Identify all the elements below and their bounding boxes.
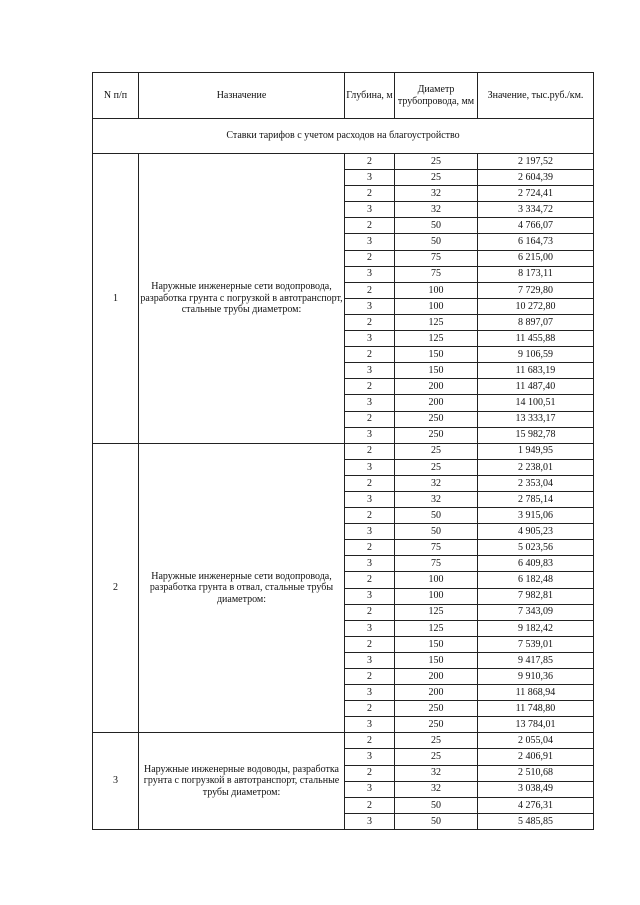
diameter-cell: 50 — [395, 508, 478, 524]
depth-cell: 3 — [345, 749, 395, 765]
value-cell: 3 334,72 — [478, 202, 594, 218]
depth-cell: 3 — [345, 170, 395, 186]
value-cell: 9 182,42 — [478, 620, 594, 636]
depth-cell: 3 — [345, 652, 395, 668]
depth-cell: 3 — [345, 556, 395, 572]
diameter-cell: 100 — [395, 298, 478, 314]
diameter-cell: 25 — [395, 459, 478, 475]
diameter-cell: 25 — [395, 443, 478, 459]
tariff-table — [92, 72, 594, 830]
diameter-cell: 32 — [395, 781, 478, 797]
diameter-cell: 100 — [395, 572, 478, 588]
diameter-cell: 250 — [395, 411, 478, 427]
value-cell: 1 949,95 — [478, 443, 594, 459]
value-cell: 3 038,49 — [478, 781, 594, 797]
diameter-cell: 125 — [395, 604, 478, 620]
depth-cell: 2 — [345, 797, 395, 813]
depth-cell: 2 — [345, 540, 395, 556]
value-cell: 11 487,40 — [478, 379, 594, 395]
value-cell: 2 724,41 — [478, 186, 594, 202]
depth-cell: 3 — [345, 620, 395, 636]
value-cell: 11 455,88 — [478, 331, 594, 347]
section-title: Ставки тарифов с учетом расходов на благоустройство — [93, 119, 594, 154]
value-cell: 9 910,36 — [478, 669, 594, 685]
depth-cell: 3 — [345, 491, 395, 507]
diameter-cell: 50 — [395, 218, 478, 234]
value-cell: 2 055,04 — [478, 733, 594, 749]
value-cell: 4 276,31 — [478, 797, 594, 813]
depth-cell: 3 — [345, 685, 395, 701]
depth-cell: 2 — [345, 475, 395, 491]
value-cell: 6 182,48 — [478, 572, 594, 588]
depth-cell: 2 — [345, 765, 395, 781]
value-cell: 7 729,80 — [478, 282, 594, 298]
header-diameter: Диаметр трубопровода, мм — [395, 73, 478, 119]
diameter-cell: 250 — [395, 701, 478, 717]
depth-cell: 3 — [345, 588, 395, 604]
value-cell: 6 215,00 — [478, 250, 594, 266]
value-cell: 7 343,09 — [478, 604, 594, 620]
diameter-cell: 125 — [395, 314, 478, 330]
value-cell: 6 164,73 — [478, 234, 594, 250]
value-cell: 3 915,06 — [478, 508, 594, 524]
value-cell: 14 100,51 — [478, 395, 594, 411]
table-body — [93, 119, 594, 830]
group-number: 3 — [93, 733, 139, 830]
depth-cell: 2 — [345, 733, 395, 749]
diameter-cell: 32 — [395, 765, 478, 781]
value-cell: 13 333,17 — [478, 411, 594, 427]
header-value: Значение, тыс.руб./км. — [478, 73, 594, 119]
value-cell: 11 683,19 — [478, 363, 594, 379]
value-cell: 2 604,39 — [478, 170, 594, 186]
table-header-row — [93, 73, 594, 119]
depth-cell: 2 — [345, 186, 395, 202]
diameter-cell: 25 — [395, 170, 478, 186]
diameter-cell: 250 — [395, 717, 478, 733]
depth-cell: 2 — [345, 443, 395, 459]
diameter-cell: 50 — [395, 524, 478, 540]
value-cell: 11 748,80 — [478, 701, 594, 717]
depth-cell: 3 — [345, 781, 395, 797]
diameter-cell: 50 — [395, 797, 478, 813]
section-row — [93, 119, 594, 154]
value-cell: 7 539,01 — [478, 636, 594, 652]
value-cell: 2 510,68 — [478, 765, 594, 781]
table-row — [93, 733, 594, 749]
depth-cell: 2 — [345, 636, 395, 652]
value-cell: 4 766,07 — [478, 218, 594, 234]
depth-cell: 3 — [345, 298, 395, 314]
depth-cell: 2 — [345, 701, 395, 717]
depth-cell: 2 — [345, 250, 395, 266]
value-cell: 2 353,04 — [478, 475, 594, 491]
group-number: 2 — [93, 443, 139, 733]
depth-cell: 3 — [345, 234, 395, 250]
depth-cell: 2 — [345, 411, 395, 427]
value-cell: 5 023,56 — [478, 540, 594, 556]
depth-cell: 2 — [345, 314, 395, 330]
value-cell: 4 905,23 — [478, 524, 594, 540]
diameter-cell: 200 — [395, 685, 478, 701]
depth-cell: 3 — [345, 717, 395, 733]
value-cell: 2 406,91 — [478, 749, 594, 765]
diameter-cell: 150 — [395, 652, 478, 668]
diameter-cell: 32 — [395, 475, 478, 491]
diameter-cell: 125 — [395, 620, 478, 636]
diameter-cell: 75 — [395, 540, 478, 556]
depth-cell: 3 — [345, 363, 395, 379]
depth-cell: 3 — [345, 266, 395, 282]
diameter-cell: 150 — [395, 347, 478, 363]
value-cell: 2 197,52 — [478, 154, 594, 170]
diameter-cell: 200 — [395, 395, 478, 411]
group-purpose: Наружные инженерные сети водопровода, разработка грунта с погрузкой в автотранспорт, стальные трубы диаметром: — [139, 154, 345, 444]
diameter-cell: 200 — [395, 669, 478, 685]
depth-cell: 2 — [345, 154, 395, 170]
depth-cell: 3 — [345, 524, 395, 540]
diameter-cell: 75 — [395, 266, 478, 282]
diameter-cell: 150 — [395, 363, 478, 379]
diameter-cell: 125 — [395, 331, 478, 347]
diameter-cell: 200 — [395, 379, 478, 395]
value-cell: 9 417,85 — [478, 652, 594, 668]
depth-cell: 2 — [345, 604, 395, 620]
group-purpose: Наружные инженерные водоводы, разработка грунта с погрузкой в автотранспорт, стальные трубы диаметром: — [139, 733, 345, 830]
value-cell: 5 485,85 — [478, 813, 594, 829]
value-cell: 13 784,01 — [478, 717, 594, 733]
diameter-cell: 75 — [395, 556, 478, 572]
diameter-cell: 50 — [395, 234, 478, 250]
depth-cell: 2 — [345, 218, 395, 234]
table-row — [93, 154, 594, 170]
value-cell: 9 106,59 — [478, 347, 594, 363]
diameter-cell: 100 — [395, 588, 478, 604]
diameter-cell: 50 — [395, 813, 478, 829]
diameter-cell: 25 — [395, 154, 478, 170]
value-cell: 10 272,80 — [478, 298, 594, 314]
value-cell: 8 173,11 — [478, 266, 594, 282]
value-cell: 2 785,14 — [478, 491, 594, 507]
diameter-cell: 32 — [395, 202, 478, 218]
depth-cell: 3 — [345, 395, 395, 411]
diameter-cell: 150 — [395, 636, 478, 652]
depth-cell: 2 — [345, 282, 395, 298]
value-cell: 2 238,01 — [478, 459, 594, 475]
depth-cell: 2 — [345, 347, 395, 363]
depth-cell: 3 — [345, 202, 395, 218]
depth-cell: 3 — [345, 427, 395, 443]
value-cell: 7 982,81 — [478, 588, 594, 604]
diameter-cell: 75 — [395, 250, 478, 266]
header-purpose: Назначение — [139, 73, 345, 119]
diameter-cell: 32 — [395, 491, 478, 507]
value-cell: 6 409,83 — [478, 556, 594, 572]
depth-cell: 2 — [345, 379, 395, 395]
diameter-cell: 250 — [395, 427, 478, 443]
depth-cell: 2 — [345, 508, 395, 524]
depth-cell: 2 — [345, 669, 395, 685]
group-number: 1 — [93, 154, 139, 444]
diameter-cell: 32 — [395, 186, 478, 202]
diameter-cell: 25 — [395, 733, 478, 749]
value-cell: 11 868,94 — [478, 685, 594, 701]
group-purpose: Наружные инженерные сети водопровода, разработка грунта в отвал, стальные трубы диаметром: — [139, 443, 345, 733]
value-cell: 8 897,07 — [478, 314, 594, 330]
value-cell: 15 982,78 — [478, 427, 594, 443]
depth-cell: 3 — [345, 459, 395, 475]
diameter-cell: 100 — [395, 282, 478, 298]
diameter-cell: 25 — [395, 749, 478, 765]
depth-cell: 3 — [345, 331, 395, 347]
header-num: N п/п — [93, 73, 139, 119]
table-row — [93, 443, 594, 459]
depth-cell: 2 — [345, 572, 395, 588]
header-depth: Глубина, м — [345, 73, 395, 119]
depth-cell: 3 — [345, 813, 395, 829]
